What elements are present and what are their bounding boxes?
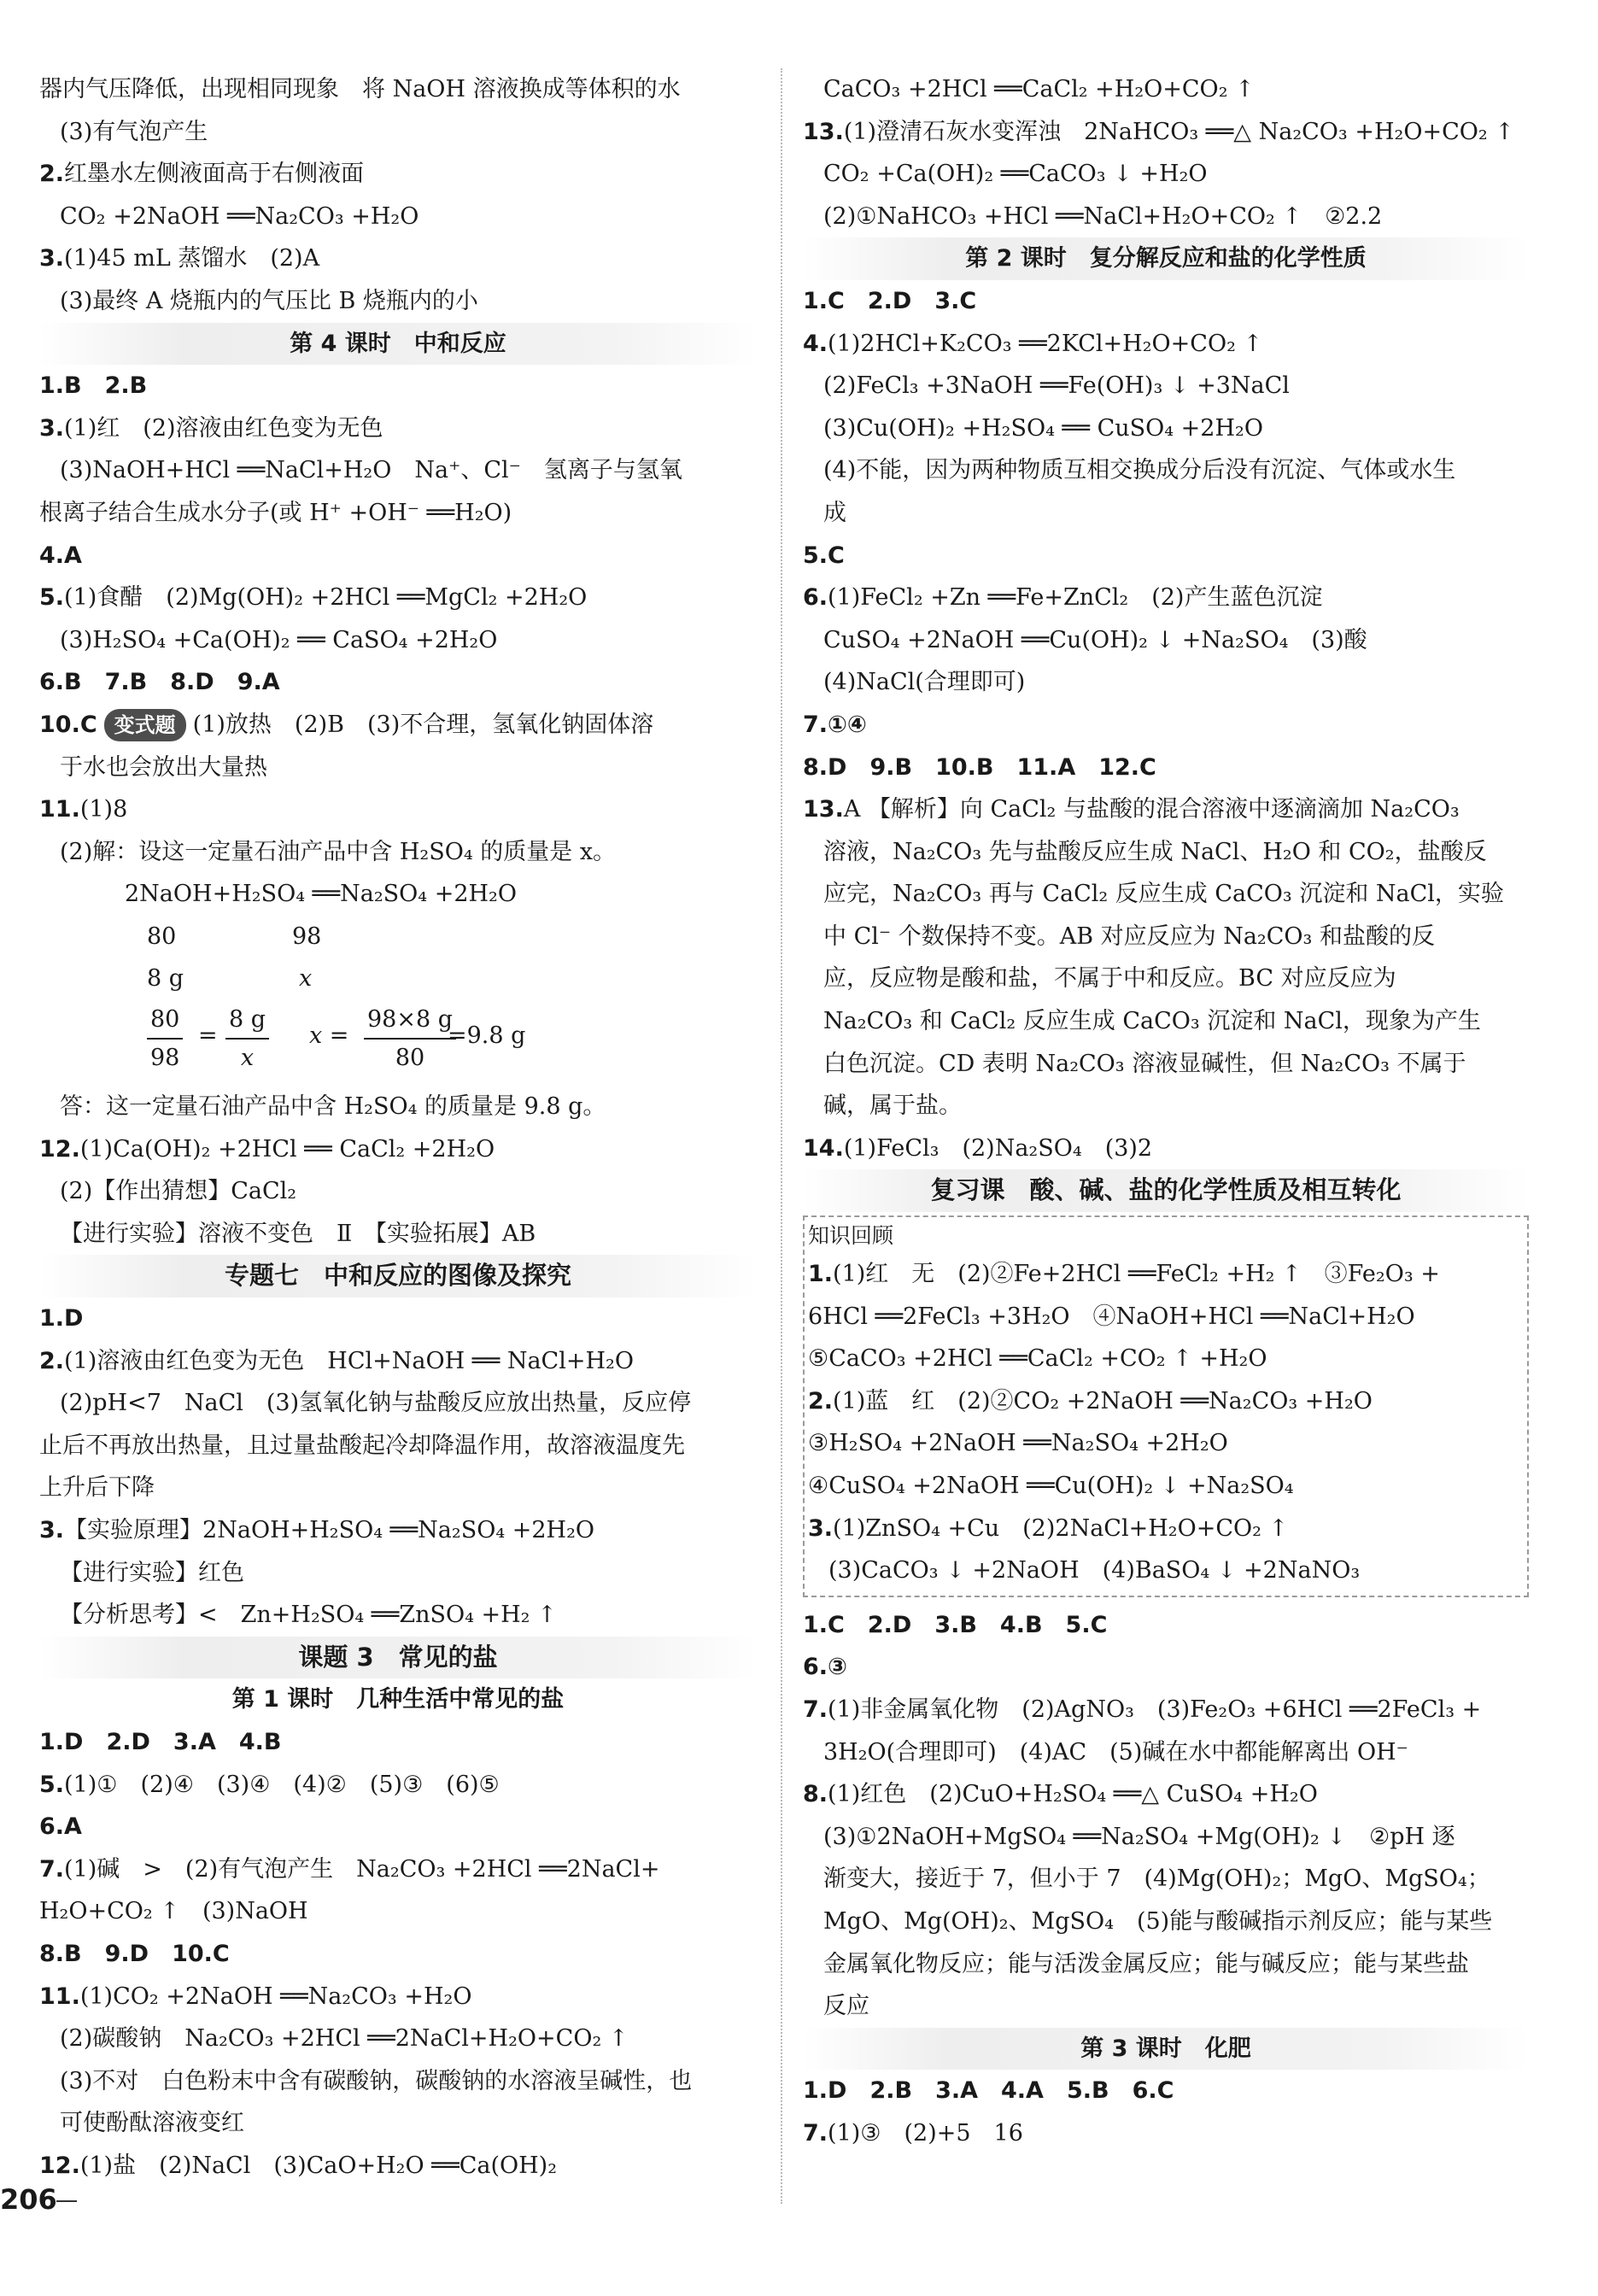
item-text: (1)蓝 红 (2)②CO₂ +2NaOH ══Na₂CO₃ +H₂O <box>833 1387 1373 1414</box>
fraction <box>364 1000 456 1077</box>
item-text: (1)放热 (2)B (3)不合理，氢氧化钠固体溶 <box>192 711 654 738</box>
variant-badge: 变式题 <box>104 709 186 741</box>
answer-line: ④CuSO₄ +2NaOH ══Cu(OH)₂ ↓ +Na₂SO₄ <box>808 1473 1294 1499</box>
answer-line: 溶液，Na₂CO₃ 先与盐酸反应生成 NaCl、H₂O 和 CO₂，盐酸反 <box>823 838 1487 865</box>
fraction <box>225 1000 269 1077</box>
answer-line: 可使酚酞溶液变红 <box>60 2110 244 2137</box>
item-text: (1)食醋 (2)Mg(OH)₂ +2HCl ══MgCl₂ +2H₂O <box>64 584 588 612</box>
answer-item <box>808 1508 1524 1550</box>
answer-line: 5.C <box>803 542 845 569</box>
answer-item <box>39 788 757 831</box>
page-number: 206 <box>0 2183 57 2216</box>
answer-line: 1.C 2.D 3.C <box>803 287 977 314</box>
equation-line: (3)Cu(OH)₂ +H₂SO₄ ══ CuSO₄ +2H₂O <box>823 414 1263 442</box>
answer-line: 答：这一定量石油产品中含 H₂SO₄ 的质量是 9.8 g。 <box>60 1093 606 1121</box>
answer-item <box>39 1128 757 1171</box>
item-text: (1)红 (2)溶液由红色变为无色 <box>64 414 383 442</box>
answer-item <box>39 237 757 280</box>
item-text: (1)溶液由红色变为无色 HCl+NaOH ══ NaCl+H₂O <box>64 1347 634 1374</box>
proportion-equation <box>39 1000 757 1086</box>
section-heading: 专题七 中和反应的图像及探究 <box>39 1255 757 1297</box>
item-text: (1)45 mL 蒸馏水 (2)A <box>64 245 320 272</box>
answer-item <box>39 153 757 196</box>
item-text: (1)③ (2)+5 16 <box>828 2119 1023 2147</box>
item-text: (1)澄清石灰水变浑浊 2NaHCO₃ ══△ Na₂CO₃ +H₂O+CO₂ ↑ <box>843 118 1514 145</box>
answer-line: 碱，属于盐。 <box>823 1092 962 1120</box>
item-number: 3. <box>39 1517 65 1543</box>
answer-line: (3)NaOH+HCl ══NaCl+H₂O Na⁺、Cl⁻ 氢离子与氢氧 <box>60 457 682 484</box>
item-text: (1)红色 (2)CuO+H₂SO₄ ══△ CuSO₄ +H₂O <box>828 1781 1318 1808</box>
answer-item <box>808 1380 1524 1423</box>
answer-line: 1.C 2.D 3.B 4.B 5.C <box>803 1611 1108 1638</box>
answer-line: 1.D 2.B 3.A 4.A 5.B 6.C <box>803 2077 1174 2105</box>
item-number: 2. <box>39 1347 65 1374</box>
fraction <box>147 1000 183 1077</box>
answer-item <box>803 1128 1529 1170</box>
item-number: 4. <box>803 330 828 357</box>
answer-line: (2)解：设这一定量石油产品中含 H₂SO₄ 的质量是 x。 <box>60 838 617 865</box>
answer-line: 8.D 9.B 10.B 11.A 12.C <box>803 753 1156 781</box>
item-answer: C <box>79 711 97 738</box>
item-text: (1)① (2)④ (3)④ (4)② (5)③ (6)⑤ <box>64 1771 500 1798</box>
section-heading: 第 4 课时 中和反应 <box>39 323 757 366</box>
item-text: (1)2HCl+K₂CO₃ ══2KCl+H₂O+CO₂ ↑ <box>828 330 1263 357</box>
item-text: (1)红 无 (2)②Fe+2HCl ══FeCl₂ +H₂ ↑ ③Fe₂O₃ + <box>833 1261 1440 1288</box>
denominator: 80 <box>395 1045 425 1072</box>
item-number: 3. <box>39 245 65 272</box>
equation-line: CuSO₄ +2NaOH ══Cu(OH)₂ ↓ +Na₂SO₄ (3)酸 <box>823 626 1367 653</box>
answer-line: (2)碳酸钠 Na₂CO₃ +2HCl ══2NaCl+H₂O+CO₂ ↑ <box>60 2025 629 2053</box>
answer-item <box>39 1340 757 1383</box>
item-number: 6. <box>803 584 828 612</box>
item-number: 12. <box>39 1135 80 1163</box>
answer-item <box>803 788 1529 831</box>
numerator: 80 <box>147 1000 183 1040</box>
mass-ratio-line <box>39 916 757 958</box>
answer-item <box>39 577 757 619</box>
answer-line: 金属氧化物反应；能与活泼金属反应；能与碱反应；能与某些盐 <box>823 1950 1469 1977</box>
answer-line: 6.③ <box>803 1654 847 1681</box>
item-text: (1)非金属氧化物 (2)AgNO₃ (3)Fe₂O₃ +6HCl ══2FeCl₃ + <box>828 1696 1482 1723</box>
answer-line: 止后不再放出热量，且过量盐酸起冷却降温作用，故溶液温度先 <box>39 1432 685 1459</box>
answer-line: 8.B 9.D 10.C <box>39 1940 230 1967</box>
item-number: 14. <box>803 1134 844 1162</box>
answer-item <box>39 704 757 747</box>
answer-line: (3)有气泡产生 <box>60 118 208 145</box>
answer-item <box>39 2145 757 2188</box>
answer-item <box>803 577 1529 619</box>
item-number: 11. <box>39 1983 80 2010</box>
answer-line: ③H₂SO₄ +2NaOH ══Na₂SO₄ +2H₂O <box>808 1430 1228 1457</box>
answer-line: (2)①NaHCO₃ +HCl ══NaCl+H₂O+CO₂ ↑ ②2.2 <box>823 202 1383 230</box>
item-number: 13. <box>803 796 844 823</box>
answer-line: 上升后下降 <box>39 1474 155 1502</box>
equals-sign: = <box>198 1022 218 1050</box>
mass-ratio-line <box>39 958 757 1000</box>
mass-value: x <box>299 965 313 993</box>
item-number: 13. <box>803 118 844 145</box>
section-heading: 课题 3 常见的盐 <box>39 1637 757 1679</box>
item-number: 11. <box>39 796 80 823</box>
answer-item <box>39 407 757 450</box>
answer-line: 【进行实验】溶液不变色 Ⅱ 【实验拓展】AB <box>60 1220 536 1247</box>
item-number: 10. <box>39 711 80 738</box>
answer-item <box>803 111 1529 154</box>
answer-line: 【分析思考】< Zn+H₂SO₄ ══ZnSO₄ +H₂ ↑ <box>60 1602 557 1629</box>
answer-line: 6.B 7.B 8.D 9.A <box>39 669 280 696</box>
equation-line: CO₂ +Ca(OH)₂ ══CaCO₃ ↓ +H₂O <box>823 161 1208 188</box>
answer-item <box>803 1773 1529 1816</box>
item-number: 5. <box>39 1771 65 1798</box>
equation-line: (3)H₂SO₄ +Ca(OH)₂ ══ CaSO₄ +2H₂O <box>60 626 498 653</box>
answer-item <box>39 1764 757 1807</box>
x-label: x = <box>309 1022 349 1050</box>
answer-line: (3)不对 白色粉末中含有碳酸钠，碳酸钠的水溶液呈碱性，也 <box>60 2067 693 2094</box>
item-number: 7. <box>803 2119 828 2147</box>
answer-line: 成 <box>823 499 846 526</box>
answer-line: 1.D <box>39 1305 84 1332</box>
answer-line: 应，反应物是酸和盐，不属于中和反应。BC 对应反应为 <box>823 965 1396 993</box>
answer-line: 白色沉淀。CD 表明 Na₂CO₃ 溶液显碱性，但 Na₂CO₃ 不属于 <box>823 1050 1466 1077</box>
item-number: 7. <box>803 1696 828 1723</box>
knowledge-review-box <box>803 1215 1529 1597</box>
numerator: 8 g <box>225 1000 269 1040</box>
section-heading: 第 2 课时 复分解反应和盐的化学性质 <box>803 237 1529 280</box>
answer-line: 器内气压降低，出现相同现象 将 NaOH 溶液换成等体积的水 <box>39 76 681 102</box>
item-number: 8. <box>803 1781 828 1808</box>
answer-line: 6.A <box>39 1813 82 1841</box>
column-divider <box>781 68 782 2204</box>
answer-line: (2)【作出猜想】CaCl₂ <box>60 1178 297 1205</box>
item-text: (1)Ca(OH)₂ +2HCl ══ CaCl₂ +2H₂O <box>79 1135 495 1163</box>
answer-line: 中 Cl⁻ 个数保持不变。AB 对应反应为 Na₂CO₃ 和盐酸的反 <box>823 922 1435 950</box>
answer-line: (2)pH<7 NaCl (3)氢氧化钠与盐酸反应放出热量，反应停 <box>60 1390 692 1417</box>
denominator: 98 <box>150 1045 180 1072</box>
item-text: (1)盐 (2)NaCl (3)CaO+H₂O ══Ca(OH)₂ <box>79 2152 558 2179</box>
answer-line: 应完，Na₂CO₃ 再与 CaCl₂ 反应生成 CaCO₃ 沉淀和 NaCl，实验 <box>823 881 1504 908</box>
answer-line: ⑤CaCO₃ +2HCl ══CaCl₂ +CO₂ ↑ +H₂O <box>808 1345 1267 1373</box>
answer-line: 【进行实验】红色 <box>60 1559 244 1586</box>
answer-item <box>39 1509 757 1552</box>
numerator: 98×8 g <box>364 1000 456 1040</box>
section-heading: 第 3 课时 化肥 <box>803 2028 1529 2070</box>
item-text: (1)碱 > (2)有气泡产生 Na₂CO₃ +2HCl ══2NaCl+ <box>64 1855 660 1883</box>
item-text: (1)CO₂ +2NaOH ══Na₂CO₃ +H₂O <box>79 1983 472 2010</box>
answer-line: 4.A <box>39 542 82 569</box>
answer-item <box>39 1848 757 1891</box>
result-value: =9.8 g <box>448 1022 526 1050</box>
answer-line: 渐变大，接近于 7，但小于 7 (4)Mg(OH)₂；MgO、MgSO₄； <box>823 1866 1490 1893</box>
answer-line: (4)NaCl(合理即可) <box>823 669 1026 696</box>
answer-item <box>808 1253 1524 1296</box>
item-number: 2. <box>39 161 65 188</box>
answer-line: MgO、Mg(OH)₂、MgSO₄ (5)能与酸碱指示剂反应；能与某些 <box>823 1907 1493 1935</box>
equation-line: CaCO₃ +2HCl ══CaCl₂ +H₂O+CO₂ ↑ <box>823 76 1255 102</box>
right-column <box>803 68 1529 2155</box>
answer-line: Na₂CO₃ 和 CaCl₂ 反应生成 CaCO₃ 沉淀和 NaCl，现象为产生 <box>823 1008 1481 1035</box>
answer-line: (3)最终 A 烧瓶内的气压比 B 烧瓶内的小 <box>60 287 478 314</box>
answer-line: 1.D 2.D 3.A 4.B <box>39 1728 282 1755</box>
item-text: (1)ZnSO₄ +Cu (2)2NaCl+H₂O+CO₂ ↑ <box>833 1514 1289 1542</box>
subsection-heading: 第 1 课时 几种生活中常见的盐 <box>231 1686 565 1713</box>
item-number: 1. <box>808 1261 834 1288</box>
answer-line: (4)不能，因为两种物质互相交换成分后没有沉淀、气体或水生 <box>823 457 1456 484</box>
answer-item <box>39 1976 757 2018</box>
item-text: 红墨水左侧液面高于右侧液面 <box>64 161 365 188</box>
answer-line: 于水也会放出大量热 <box>60 753 267 781</box>
item-number: 12. <box>39 2152 80 2179</box>
item-text: A 【解析】向 CaCl₂ 与盐酸的混合溶液中逐滴滴加 Na₂CO₃ <box>843 796 1460 823</box>
mass-value: 8 g <box>147 965 184 993</box>
answer-line: 反应 <box>823 1993 869 2020</box>
answer-item <box>803 323 1529 366</box>
answer-line: 1.B 2.B <box>39 372 148 400</box>
answer-line: 7.①④ <box>803 711 867 738</box>
section-heading: 复习课 酸、碱、盐的化学性质及相互转化 <box>803 1169 1529 1212</box>
equation-line: CO₂ +2NaOH ══Na₂CO₃ +H₂O <box>60 202 419 230</box>
box-title: 知识回顾 <box>808 1223 894 1249</box>
item-number: 3. <box>39 414 65 442</box>
item-text: (1)FeCl₂ +Zn ══Fe+ZnCl₂ (2)产生蓝色沉淀 <box>828 584 1323 612</box>
answer-item <box>803 2112 1529 2155</box>
answer-line: (3)CaCO₃ ↓ +2NaOH (4)BaSO₄ ↓ +2NaNO₃ <box>828 1557 1361 1584</box>
mass-value: 98 <box>292 922 322 950</box>
denominator: x <box>240 1045 255 1072</box>
answer-item <box>803 1689 1529 1731</box>
equation-line: (2)FeCl₃ +3NaOH ══Fe(OH)₃ ↓ +3NaCl <box>823 372 1290 400</box>
equation-line: 2NaOH+H₂SO₄ ══Na₂SO₄ +2H₂O <box>125 881 518 908</box>
answer-line: 3H₂O(合理即可) (4)AC (5)碱在水中都能解离出 OH⁻ <box>823 1738 1408 1766</box>
answer-line: (3)①2NaOH+MgSO₄ ══Na₂SO₄ +Mg(OH)₂ ↓ ②pH 逐 <box>823 1823 1455 1850</box>
answer-line: H₂O+CO₂ ↑ (3)NaOH <box>39 1898 308 1925</box>
mass-value: 80 <box>147 922 177 950</box>
item-number: 3. <box>808 1514 834 1542</box>
left-column <box>39 68 757 2188</box>
item-number: 7. <box>39 1855 65 1883</box>
item-text: (1)FeCl₃ (2)Na₂SO₄ (3)2 <box>843 1134 1153 1162</box>
item-number: 2. <box>808 1387 834 1414</box>
item-number: 5. <box>39 584 65 612</box>
page-number-rule <box>56 2200 77 2202</box>
item-text: (1)8 <box>79 796 128 823</box>
item-text: 【实验原理】2NaOH+H₂SO₄ ══Na₂SO₄ +2H₂O <box>64 1517 595 1543</box>
answer-line: 6HCl ══2FeCl₃ +3H₂O ④NaOH+HCl ══NaCl+H₂O <box>808 1303 1415 1330</box>
answer-line: 根离子结合生成水分子(或 H⁺ +OH⁻ ══H₂O) <box>39 499 512 526</box>
